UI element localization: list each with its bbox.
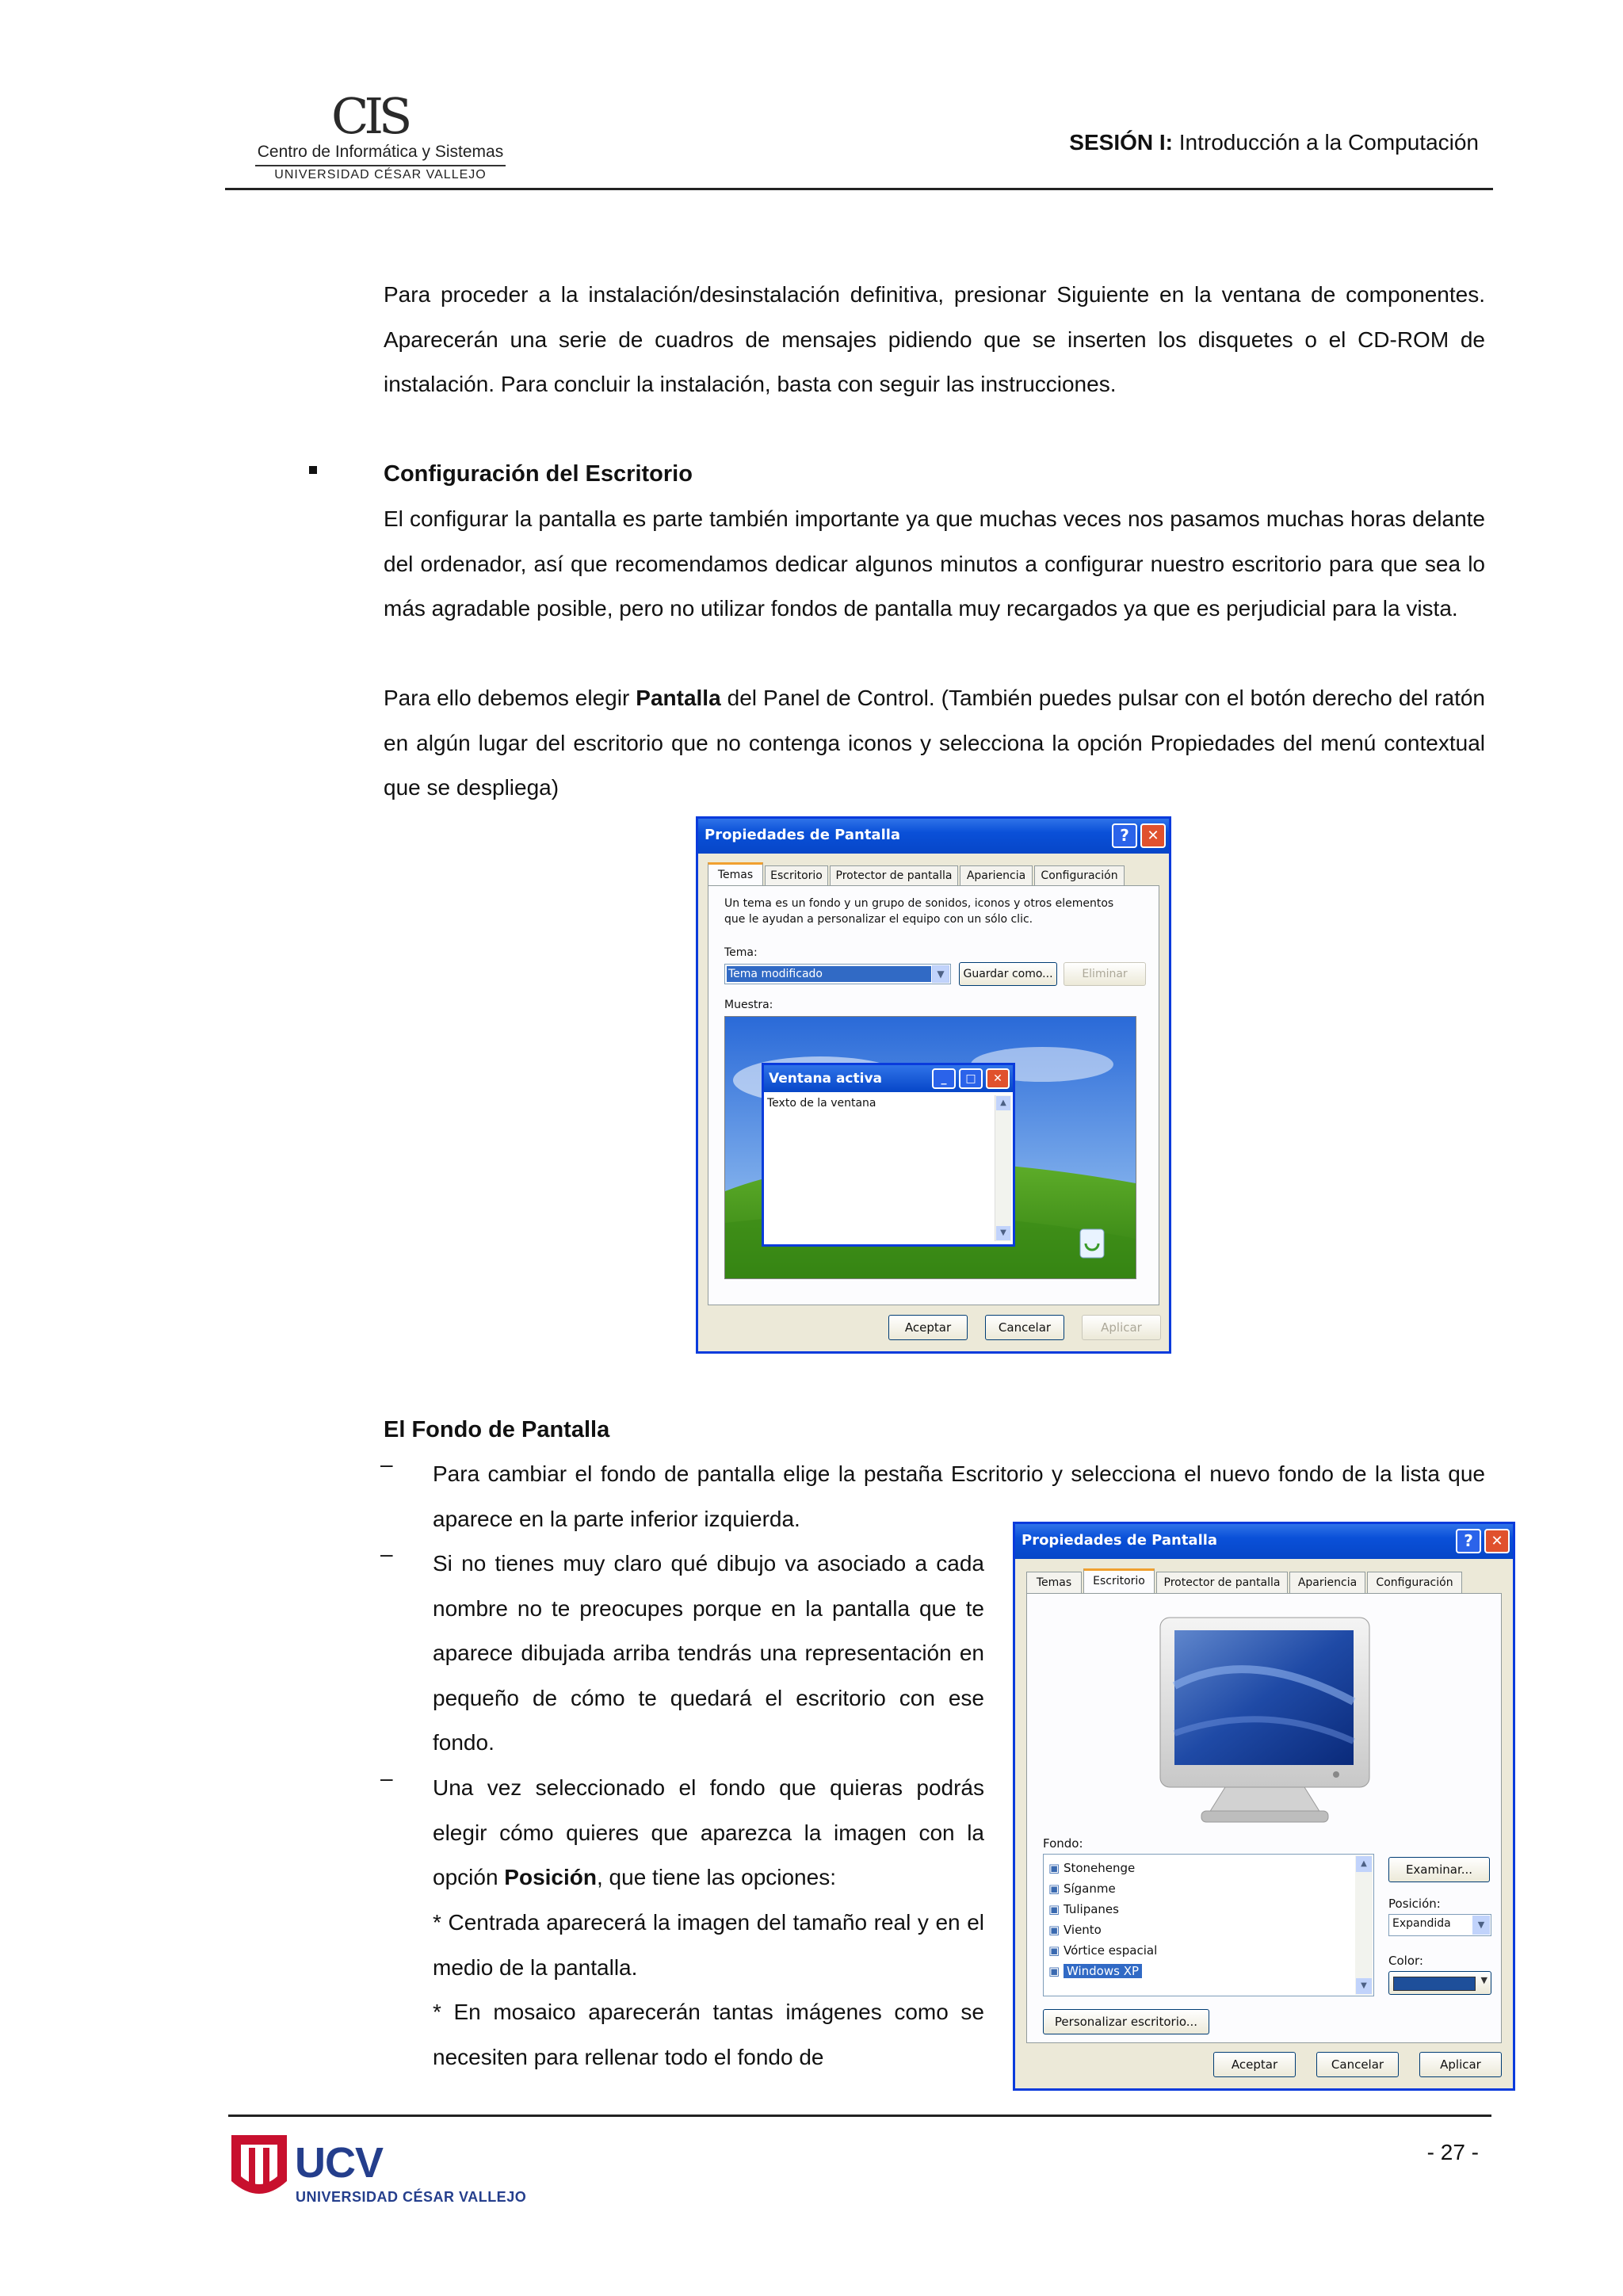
subheading-wallpaper: El Fondo de Pantalla (384, 1417, 610, 1442)
list-item-label: Viento (1063, 1923, 1102, 1937)
color-picker-button[interactable] (1388, 1971, 1491, 1995)
option-centered: * Centrada aparecerá la imagen del tamaño real y en el medio de la pantalla. (433, 1910, 984, 1980)
active-window-title: Ventana activa (769, 1071, 883, 1087)
close-button[interactable]: ✕ (1484, 1529, 1510, 1553)
theme-select-value: Tema modificado (727, 966, 931, 982)
tab-themes[interactable]: Temas (1026, 1572, 1082, 1594)
tab-appearance[interactable]: Apariencia (1289, 1572, 1365, 1594)
minimize-icon: _ (932, 1068, 956, 1089)
apply-button[interactable]: Aplicar (1082, 1315, 1161, 1340)
option-tiled: * En mosaico aparecerán tantas imágenes como se necesiten para rellenar todo el fondo de (433, 2000, 984, 2069)
para3-text-a: Para ello debemos elegir (384, 686, 630, 710)
image-file-icon: ▣ (1048, 1943, 1060, 1958)
para3-bold-pantalla: Pantalla (636, 686, 721, 710)
dialog-title: Propiedades de Pantalla (705, 827, 901, 843)
display-properties-dialog-desktop (1013, 1522, 1515, 2091)
background-label: Fondo: (1043, 1836, 1083, 1851)
monitor-preview-icon (1154, 1614, 1376, 1828)
session-label: SESIÓN I: (1069, 130, 1173, 155)
list-item-label-selected: Windows XP (1064, 1964, 1142, 1978)
chevron-down-icon[interactable]: ▼ (1356, 1978, 1372, 1994)
cis-logo-rule (255, 165, 506, 166)
cis-logo-university: UNIVERSIDAD CÉSAR VALLEJO (274, 168, 487, 181)
cancel-button[interactable]: Cancelar (1316, 2052, 1399, 2077)
tab-screensaver[interactable]: Protector de pantalla (1156, 1572, 1288, 1594)
tab-settings[interactable]: Configuración (1367, 1572, 1462, 1594)
image-file-icon: ▣ (1048, 1861, 1060, 1875)
list-item-windows-xp[interactable] (1048, 1961, 1142, 1981)
item3-bold-posicion: Posición (504, 1865, 597, 1889)
dialog-title: Propiedades de Pantalla (1022, 1532, 1218, 1549)
ok-button[interactable]: Aceptar (888, 1315, 968, 1340)
image-file-icon: ▣ (1048, 1881, 1060, 1896)
dash-2: – (380, 1541, 393, 1566)
tab-desktop[interactable]: Escritorio (765, 865, 828, 886)
themes-panel (708, 885, 1159, 1305)
cancel-button[interactable]: Cancelar (985, 1315, 1064, 1340)
window-text: Texto de la ventana (767, 1097, 876, 1110)
section-heading: Configuración del Escritorio (384, 461, 693, 487)
tab-settings[interactable]: Configuración (1034, 865, 1125, 886)
close-icon: ✕ (986, 1068, 1010, 1089)
help-button[interactable]: ? (1112, 823, 1137, 848)
maximize-icon: □ (959, 1068, 983, 1089)
apply-button[interactable]: Aplicar (1419, 2052, 1502, 2077)
position-label: Posición: (1388, 1897, 1441, 1911)
save-as-button[interactable]: Guardar como... (959, 962, 1057, 986)
image-file-icon: ▣ (1048, 1964, 1060, 1978)
list-item-label: Vórtice espacial (1063, 1943, 1158, 1958)
theme-label: Tema: (724, 946, 758, 959)
page-number: - 27 - (1426, 2140, 1479, 2164)
background-list[interactable] (1043, 1854, 1374, 1996)
session-title (1069, 130, 1479, 155)
position-select-value: Expandida (1392, 1917, 1451, 1930)
close-button[interactable]: ✕ (1140, 823, 1166, 848)
paragraph-desktop-config: El configurar la pantalla es parte también importante ya que muchas veces nos pasamos muchas horas delante del ordenador, así que recomendamos dedicar algunos minutos a configurar nuestro escritorio para que sea lo más agradable posible, pero no utilizar fondos de pantalla muy recargados ya que es perjudicial para la vista. (384, 506, 1485, 621)
active-window-preview (762, 1063, 1015, 1247)
help-button[interactable]: ? (1456, 1529, 1481, 1553)
list-item-tulipanes[interactable] (1048, 1899, 1119, 1920)
list-item-label: Stonehenge (1063, 1861, 1136, 1875)
preview-scrollbar (995, 1095, 1011, 1241)
cis-logo-name: Centro de Informática y Sistemas (257, 143, 504, 161)
chevron-up-icon[interactable]: ▲ (1356, 1856, 1372, 1872)
list-item-vortice[interactable] (1048, 1940, 1157, 1961)
tab-desktop[interactable]: Escritorio (1083, 1568, 1155, 1594)
header-divider (225, 188, 1493, 190)
list-item-viento[interactable] (1048, 1920, 1102, 1940)
bullet-square-icon (309, 466, 317, 474)
image-file-icon: ▣ (1048, 1902, 1060, 1916)
paragraph-installation: Para proceder a la instalación/desinstalación definitiva, presionar Siguiente en la ventana de componentes. Aparecerán una serie de cuadros de mensajes pidiendo que se inserten los disquetes o el CD-ROM de instalación. Para concluir la instalación, basta con seguir las instrucciones. (384, 282, 1485, 396)
item3-text-b: , que tiene las opciones: (597, 1865, 836, 1889)
theme-select[interactable] (724, 964, 951, 984)
list-item-label: Síganme (1063, 1881, 1116, 1896)
dialog-title-bar[interactable] (1015, 1524, 1513, 1559)
sample-label: Muestra: (724, 999, 773, 1011)
theme-preview (724, 1016, 1136, 1279)
chevron-up-icon: ▲ (996, 1096, 1010, 1110)
item3-text-a: Una vez seleccionado el fondo que quieras podrás elegir cómo quieres que aparezca la imagen con la opción (433, 1775, 984, 1889)
color-label: Color: (1388, 1954, 1423, 1968)
chevron-down-icon: ▼ (996, 1226, 1010, 1240)
image-file-icon: ▣ (1048, 1923, 1060, 1937)
position-select[interactable] (1388, 1914, 1491, 1936)
list-item-2: Si no tienes muy claro qué dibujo va asociado a cada nombre no te preocupes porque en la pantalla que te aparece dibujada arriba tendrás una representación en pequeño de cómo te quedará el escritorio con ese fondo. (433, 1551, 984, 1755)
list-item-label: Tulipanes (1063, 1902, 1119, 1916)
chevron-down-icon: ▼ (1480, 1975, 1487, 1985)
active-window-title-bar (764, 1065, 1013, 1092)
paragraph-open-display (384, 676, 1485, 811)
recycle-bin-icon (1080, 1229, 1104, 1258)
cis-logo-mark: CIS (331, 87, 408, 145)
list-item-1: Para cambiar el fondo de pantalla elige la pestaña Escritorio y selecciona el nuevo fondo de la lista que aparece en la parte inferior izquierda. (433, 1461, 1485, 1531)
list-scrollbar[interactable] (1355, 1855, 1373, 1995)
dash-3: – (380, 1766, 393, 1790)
tab-themes[interactable]: Temas (708, 862, 763, 886)
ucv-shield-icon (230, 2134, 288, 2206)
dialog-title-bar[interactable] (698, 819, 1169, 854)
tab-screensaver[interactable]: Protector de pantalla (830, 865, 958, 886)
browse-button[interactable]: Examinar... (1388, 1857, 1490, 1882)
ucv-logo-subtitle: UNIVERSIDAD CÉSAR VALLEJO (296, 2189, 527, 2205)
themes-description-line2: que le ayudan a personalizar el equipo con un sólo clic. (724, 913, 1033, 926)
display-properties-dialog-themes (696, 816, 1171, 1354)
footer-divider (228, 2115, 1491, 2117)
list-item-siganme[interactable] (1048, 1878, 1116, 1899)
session-name: Introducción a la Computación (1178, 130, 1479, 155)
list-item-stonehenge[interactable] (1048, 1858, 1135, 1878)
desktop-panel (1026, 1593, 1502, 2043)
para3-text-b: del Panel de Control. (También puedes pulsar con el botón derecho del ratón en algún lugar del escritorio que no contenga iconos y selecciona la opción Propiedades del menú contextual que se despliega) (384, 686, 1485, 800)
themes-description-line1: Un tema es un fondo y un grupo de sonidos, iconos y otros elementos (724, 897, 1114, 910)
chevron-down-icon[interactable]: ▼ (932, 965, 949, 983)
delete-button[interactable]: Eliminar (1064, 962, 1146, 986)
color-swatch (1393, 1977, 1476, 1991)
dash-1: – (380, 1452, 393, 1477)
chevron-down-icon[interactable]: ▼ (1472, 1916, 1490, 1935)
ok-button[interactable]: Aceptar (1213, 2052, 1296, 2077)
tab-appearance[interactable]: Apariencia (960, 865, 1033, 886)
customize-desktop-button[interactable]: Personalizar escritorio... (1043, 2009, 1209, 2034)
list-item-3 (433, 1766, 984, 1901)
ucv-logo-text: UCV (295, 2139, 384, 2187)
